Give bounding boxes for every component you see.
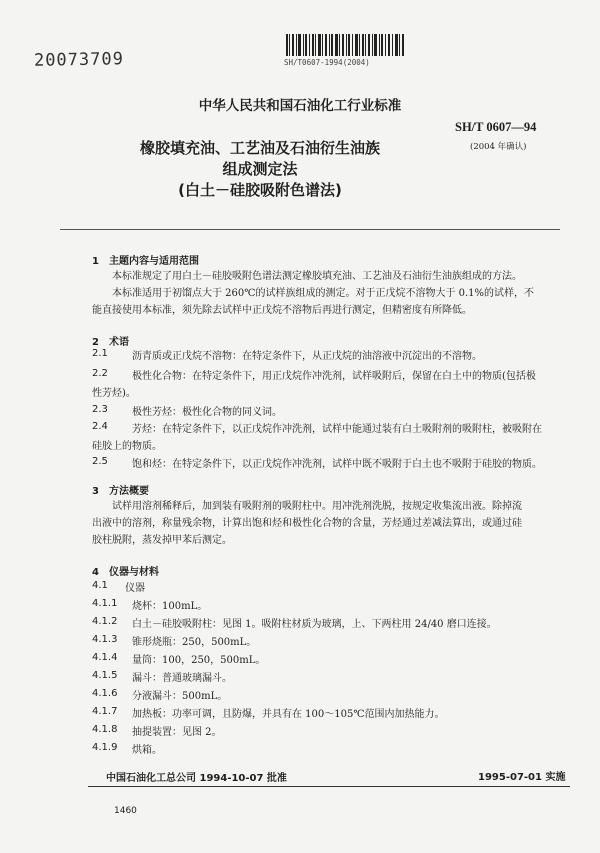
item-text: 烧杯：100mL。 — [132, 601, 208, 612]
issuer-heading: 中华人民共和国石油化工行业标准 — [198, 98, 402, 114]
subsection-title: 仪器 — [125, 583, 145, 594]
item-number: 4.1.7 — [92, 706, 118, 717]
barcode-icon — [286, 34, 404, 56]
term-number: 2.3 — [92, 404, 108, 415]
term-number: 2.5 — [92, 456, 108, 467]
document-title-line1: 橡胶填充油、工艺油及石油衍生油族 — [139, 139, 380, 157]
item-number: 4.1.3 — [92, 634, 118, 645]
term-text: 沥青质或正戊烷不溶物：在特定条件下，从正戊烷的油溶液中沉淀出的不溶物。 — [132, 351, 482, 362]
item-text: 烘箱。 — [132, 745, 162, 756]
section-1-para2a: 本标准适用于初馏点大于 260℃的试样族组成的测定。对于正戊烷不溶物大于 0.1%的试样，不 — [112, 288, 535, 299]
item-text: 抽提装置：见图 2。 — [132, 727, 222, 738]
document-title-line2: 组成测定法 — [222, 160, 298, 178]
term-text: 饱和烃：在特定条件下，以正戊烷作冲洗剂，试样中既不吸附于白土也不吸附于硅胶的物质。 — [132, 459, 542, 470]
section-1-para2b: 能直接使用本标准，须先除去试样中正戊烷不溶物后再进行测定，但精密度有所降低。 — [92, 305, 472, 316]
item-text: 漏斗：普通玻璃漏斗。 — [132, 673, 232, 684]
title-divider — [60, 229, 560, 230]
section-3-line2: 出液中的溶剂，称量残余物，计算出饱和烃和极性化合物的含量，芳烃通过差减法算出，或通过硅 — [92, 518, 522, 529]
item-text: 量筒：100，250，500mL。 — [132, 655, 266, 666]
section-3-line3: 胶柱脱附，蒸发掉甲苯后测定。 — [92, 535, 232, 546]
section-3-line1: 试样用溶剂稀释后，加到装有吸附剂的吸附柱中。用冲洗剂洗脱，按规定收集流出液。除掉流 — [112, 501, 522, 512]
item-number: 4.1.8 — [92, 724, 118, 735]
section-2-heading: 2 术语 — [92, 337, 129, 348]
subsection-number: 4.1 — [92, 580, 108, 591]
term-text-cont: 性芳烃)。 — [92, 388, 136, 399]
section-1-heading: 1 主题内容与适用范围 — [92, 256, 199, 267]
term-text-cont: 硅胶上的物质。 — [92, 441, 162, 452]
item-number: 4.1.2 — [92, 616, 118, 627]
item-text: 白土－硅胶吸附柱：见图 1。吸附柱材质为玻璃，上、下两柱用 24/40 磨口连接。 — [132, 619, 497, 630]
term-text: 极性芳烃：极性化合物的同义词。 — [132, 407, 282, 418]
term-number: 2.2 — [92, 368, 108, 379]
section-4-heading: 4 仪器与材料 — [92, 567, 159, 578]
term-number: 2.4 — [92, 421, 108, 432]
term-text: 芳烃：在特定条件下，以正戊烷作冲洗剂，试样中能通过装有白土吸附剂的吸附柱，被吸附在 — [132, 424, 542, 435]
item-text: 加热板：功率可调，且防爆，并具有在 100～105℃范围内加热能力。 — [132, 709, 445, 720]
term-text: 极性化合物：在特定条件下，用正戊烷作冲洗剂，试样吸附后，保留在白土中的物质(包括极 — [132, 371, 536, 382]
implementation-date: 1995-07-01 实施 — [478, 772, 566, 783]
item-number: 4.1.1 — [92, 598, 118, 609]
barcode-caption: SH/T0607-1994(2004) — [284, 58, 370, 67]
item-text: 分液漏斗：500mL。 — [132, 691, 228, 702]
handwritten-archive-number: 20073709 — [33, 49, 125, 71]
section-1-body — [92, 268, 562, 319]
confirm-note: (2004 年确认) — [470, 142, 527, 152]
standard-number: SH/T 0607—94 — [455, 120, 537, 134]
term-number: 2.1 — [92, 348, 108, 359]
item-text: 锥形烧瓶：250，500mL。 — [132, 637, 257, 648]
section-1-para1: 本标准规定了用白土－硅胶吸附色谱法测定橡胶填充油、工艺油及石油衍生油族组成的方法。 — [112, 271, 522, 282]
section-3-body — [92, 498, 562, 549]
document-title-line3: (白土－硅胶吸附色谱法) — [178, 181, 342, 199]
item-number: 4.1.6 — [92, 688, 118, 699]
item-number: 4.1.4 — [92, 652, 118, 663]
item-number: 4.1.5 — [92, 670, 118, 681]
page-number: 1460 — [114, 806, 137, 816]
section-3-heading: 3 方法概要 — [92, 486, 149, 497]
approval-line: 中国石油化工总公司 1994-10-07 批准 — [106, 773, 287, 784]
item-number: 4.1.9 — [92, 742, 118, 753]
footer-divider — [88, 786, 570, 787]
